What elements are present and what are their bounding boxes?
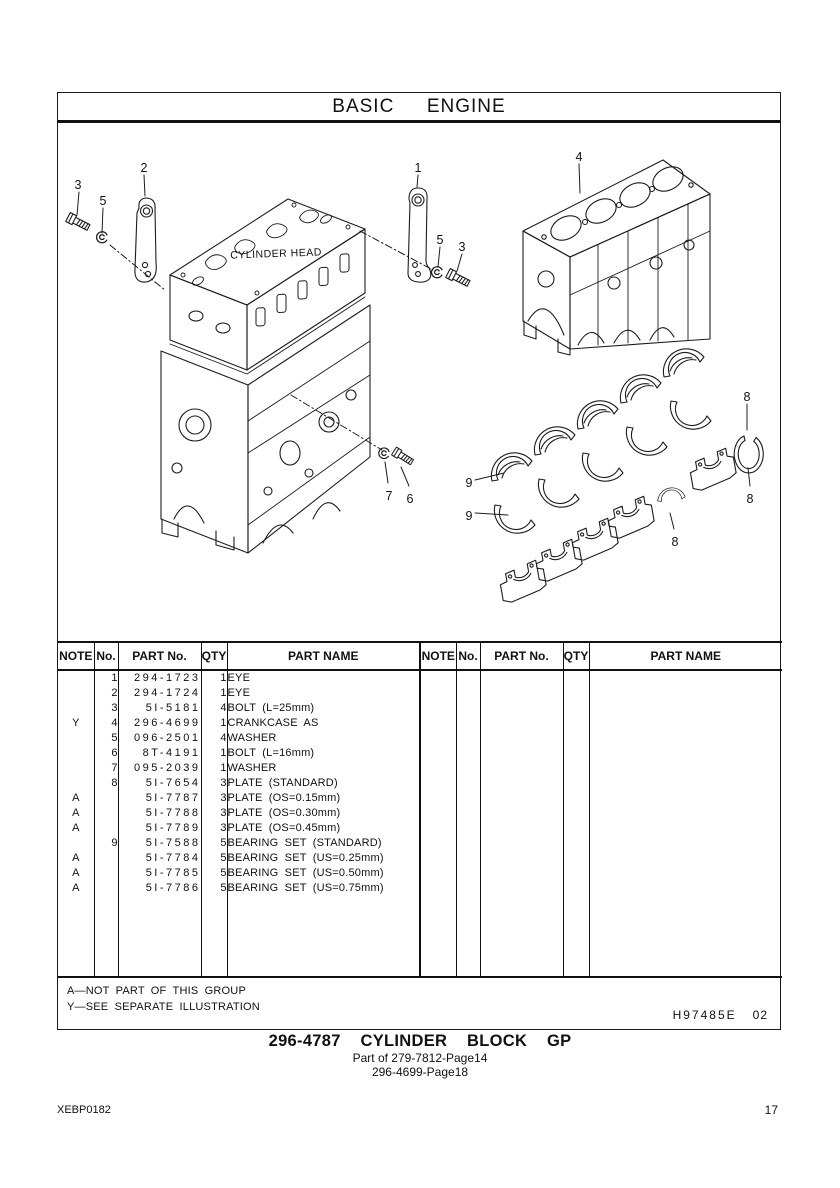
- cell-empty: [456, 746, 480, 761]
- cell-empty: [563, 716, 589, 731]
- lifting-eye-1: [408, 188, 431, 282]
- cell-part-no: 5I-7788: [118, 806, 201, 821]
- cell-empty: [480, 851, 563, 866]
- cell-empty: [563, 866, 589, 881]
- page-number: 17: [764, 1103, 778, 1117]
- cell-empty: [563, 806, 589, 821]
- cell-qty: 1: [201, 746, 227, 761]
- cell-empty: [420, 761, 456, 776]
- cell-empty: [420, 701, 456, 716]
- cell-no: [94, 851, 118, 866]
- cell-empty: [456, 881, 480, 896]
- cell-empty: [563, 791, 589, 806]
- cell-part-no: 8T-4191: [118, 746, 201, 761]
- cell-qty: 3: [201, 806, 227, 821]
- cell-empty: [456, 821, 480, 836]
- cell-note: A: [72, 882, 80, 894]
- cell-part-no: 296-4699: [118, 716, 201, 731]
- callout-8-right: 8: [746, 492, 754, 506]
- table-row: [58, 791, 782, 806]
- callout-2: 2: [140, 161, 148, 175]
- table-row: [58, 806, 782, 821]
- thrust-shell-8: [657, 484, 686, 508]
- col-header-note: NOTE: [420, 642, 456, 670]
- callout-9-bottom: 9: [465, 509, 473, 523]
- callout-8-mid: 8: [671, 535, 679, 549]
- cell-empty: [480, 791, 563, 806]
- table-row: [58, 776, 782, 791]
- cell-part-name: PLATE (STANDARD): [227, 776, 420, 791]
- cell-note: A: [72, 852, 80, 864]
- cell-part-name: PLATE (OS=0.15mm): [227, 791, 420, 806]
- col-header-part-no: PART No.: [480, 642, 563, 670]
- cell-empty: [420, 896, 456, 977]
- cell-empty: [420, 881, 456, 896]
- cell-empty: [420, 851, 456, 866]
- cell-empty: [118, 896, 201, 977]
- cell-empty: [480, 881, 563, 896]
- drawing-revision: 02: [752, 1008, 768, 1022]
- cylinder-block: [523, 160, 710, 355]
- cell-empty: [589, 716, 782, 731]
- cell-empty: [456, 851, 480, 866]
- table-row: [58, 836, 782, 851]
- assembly-axis-lines: [110, 231, 433, 450]
- table-row: [58, 761, 782, 776]
- cell-note: [58, 701, 94, 716]
- cell-part-name: BOLT (L=25mm): [227, 701, 420, 716]
- cell-qty: 5: [201, 881, 227, 896]
- col-header-part-name: PART NAME: [227, 642, 420, 670]
- cell-empty: [456, 836, 480, 851]
- col-header-part-no: PART No.: [118, 642, 201, 670]
- cell-part-name: CRANKCASE AS: [227, 716, 420, 731]
- content-frame: [57, 92, 781, 1030]
- cell-empty: [456, 791, 480, 806]
- cell-empty: [563, 761, 589, 776]
- cell-empty: [420, 686, 456, 701]
- drawing-ref-number: H97485E: [672, 1008, 737, 1022]
- cell-part-no: 5I-7654: [118, 776, 201, 791]
- cell-empty: [480, 836, 563, 851]
- page-title: BASIC ENGINE: [332, 95, 506, 117]
- cell-empty: [589, 866, 782, 881]
- thrust-cap: [687, 447, 738, 491]
- bolt-3-right: [446, 269, 471, 288]
- cell-qty: 3: [201, 821, 227, 836]
- table-header-row: [58, 642, 782, 670]
- cell-no: 1: [94, 670, 118, 686]
- cell-empty: [589, 731, 782, 746]
- cell-part-name: BEARING SET (US=0.50mm): [227, 866, 420, 881]
- callout-9-top: 9: [465, 476, 473, 490]
- cell-empty: [480, 776, 563, 791]
- col-header-qty: QTY: [563, 642, 589, 670]
- cell-empty: [563, 896, 589, 977]
- cell-empty: [563, 881, 589, 896]
- cell-empty: [456, 806, 480, 821]
- cell-empty: [456, 896, 480, 977]
- group-title: 296-4787 CYLINDER BLOCK GP: [268, 1032, 572, 1050]
- cell-empty: [480, 731, 563, 746]
- cell-empty: [201, 896, 227, 977]
- cell-empty: [589, 686, 782, 701]
- cell-qty: 1: [201, 686, 227, 701]
- cell-qty: 3: [201, 791, 227, 806]
- title-band: [58, 93, 780, 123]
- cell-part-no: 5I-7786: [118, 881, 201, 896]
- cell-empty: [480, 670, 563, 686]
- cell-part-no: 294-1724: [118, 686, 201, 701]
- cell-no: 3: [94, 701, 118, 716]
- cell-no: [94, 821, 118, 836]
- washer-5-right: [431, 266, 443, 279]
- cell-empty: [589, 776, 782, 791]
- cell-no: 6: [94, 746, 118, 761]
- bolt-3-left: [66, 213, 91, 232]
- cell-empty: [563, 731, 589, 746]
- cell-note: [58, 761, 94, 776]
- cell-empty: [456, 866, 480, 881]
- cell-empty: [456, 670, 480, 686]
- callout-1: 1: [414, 161, 422, 175]
- cell-part-name: BEARING SET (US=0.75mm): [227, 881, 420, 896]
- cell-empty: [456, 761, 480, 776]
- cell-empty: [589, 881, 782, 896]
- cell-note: A: [72, 867, 80, 879]
- cell-no: [94, 806, 118, 821]
- cylinder-head-label: CYLINDER HEAD: [230, 246, 323, 262]
- cell-empty: [589, 806, 782, 821]
- cell-no: [94, 791, 118, 806]
- cell-part-name: PLATE (OS=0.45mm): [227, 821, 420, 836]
- exploded-view-diagram: [58, 123, 780, 641]
- cell-qty: 5: [201, 851, 227, 866]
- cell-empty: [480, 806, 563, 821]
- cell-no: 9: [94, 836, 118, 851]
- cell-empty: [480, 761, 563, 776]
- cell-part-name: WASHER: [227, 731, 420, 746]
- col-header-no: No.: [94, 642, 118, 670]
- cell-empty: [420, 670, 456, 686]
- cell-empty: [480, 701, 563, 716]
- cell-part-name: BEARING SET (US=0.25mm): [227, 851, 420, 866]
- cell-empty: [563, 851, 589, 866]
- cell-part-no: 5I-5181: [118, 701, 201, 716]
- cell-part-name: BOLT (L=16mm): [227, 746, 420, 761]
- cell-no: [94, 866, 118, 881]
- col-header-no: No.: [456, 642, 480, 670]
- cell-empty: [563, 776, 589, 791]
- cell-empty: [420, 836, 456, 851]
- cell-note: A: [72, 807, 80, 819]
- table-filler-row: [58, 896, 782, 977]
- cell-qty: 4: [201, 701, 227, 716]
- cell-qty: 1: [201, 716, 227, 731]
- table-row: [58, 746, 782, 761]
- table-row: [58, 686, 782, 701]
- cell-note: [58, 746, 94, 761]
- footnote-a: A—NOT PART OF THIS GROUP: [67, 985, 246, 997]
- cell-empty: [420, 731, 456, 746]
- lifting-eye-2: [135, 198, 156, 282]
- callout-5-right: 5: [436, 233, 444, 247]
- group-ref-1: Part of 279-7812-Page14: [352, 1051, 488, 1065]
- cell-empty: [480, 821, 563, 836]
- callout-5-left: 5: [99, 194, 107, 208]
- cell-qty: 1: [201, 761, 227, 776]
- cell-empty: [456, 701, 480, 716]
- thrust-ring-8: [734, 436, 763, 473]
- cell-empty: [480, 746, 563, 761]
- callout-7: 7: [385, 489, 393, 503]
- drawing-reference: [673, 1008, 768, 1022]
- cell-note: A: [72, 792, 80, 804]
- group-title-block: [0, 1032, 840, 1079]
- cell-part-name: EYE: [227, 686, 420, 701]
- cell-part-no: 096-2501: [118, 731, 201, 746]
- cell-empty: [58, 896, 94, 977]
- cell-note: [58, 836, 94, 851]
- cell-empty: [589, 670, 782, 686]
- cell-qty: 3: [201, 776, 227, 791]
- cell-no: 5: [94, 731, 118, 746]
- cell-empty: [589, 836, 782, 851]
- cell-note: [58, 670, 94, 686]
- cell-qty: 4: [201, 731, 227, 746]
- cell-part-name: EYE: [227, 670, 420, 686]
- group-ref-2: 296-4699-Page18: [371, 1065, 469, 1079]
- cell-empty: [589, 851, 782, 866]
- cell-part-no: 294-1723: [118, 670, 201, 686]
- cell-empty: [480, 686, 563, 701]
- callout-3-left: 3: [74, 178, 82, 192]
- cell-note: A: [72, 822, 80, 834]
- cell-empty: [94, 896, 118, 977]
- cell-empty: [589, 761, 782, 776]
- cell-empty: [456, 716, 480, 731]
- cell-empty: [480, 716, 563, 731]
- cell-empty: [420, 716, 456, 731]
- bolt-6: [392, 447, 415, 466]
- cell-empty: [563, 821, 589, 836]
- cell-part-no: 5I-7785: [118, 866, 201, 881]
- cell-empty: [456, 686, 480, 701]
- col-header-part-name: PART NAME: [589, 642, 782, 670]
- cell-empty: [420, 746, 456, 761]
- cell-empty: [563, 686, 589, 701]
- bearing-shells: [491, 349, 711, 533]
- cell-empty: [420, 776, 456, 791]
- callout-leaders: [74, 164, 750, 529]
- cell-empty: [589, 791, 782, 806]
- table-row: [58, 851, 782, 866]
- table-row: [58, 866, 782, 881]
- table-row: [58, 821, 782, 836]
- footnote-y: Y—SEE SEPARATE ILLUSTRATION: [67, 1001, 260, 1013]
- cell-empty: [563, 670, 589, 686]
- cell-empty: [563, 746, 589, 761]
- document-code: XEBP0182: [57, 1104, 111, 1116]
- cell-empty: [456, 731, 480, 746]
- cell-empty: [420, 791, 456, 806]
- parts-table: [58, 641, 782, 978]
- cell-part-no: 5I-7789: [118, 821, 201, 836]
- cell-part-name: PLATE (OS=0.30mm): [227, 806, 420, 821]
- cell-empty: [420, 821, 456, 836]
- table-row: [58, 716, 782, 731]
- cell-part-no: 5I-7784: [118, 851, 201, 866]
- cell-empty: [589, 746, 782, 761]
- callout-4: 4: [575, 150, 583, 164]
- engine-diagram-svg: [58, 123, 780, 641]
- col-header-qty: QTY: [201, 642, 227, 670]
- cell-no: 2: [94, 686, 118, 701]
- cell-empty: [563, 701, 589, 716]
- cell-empty: [456, 776, 480, 791]
- cell-no: 4: [94, 716, 118, 731]
- cell-no: [94, 881, 118, 896]
- cell-empty: [420, 866, 456, 881]
- cell-note: [58, 686, 94, 701]
- cell-empty: [227, 896, 420, 977]
- cell-qty: 1: [201, 670, 227, 686]
- col-header-note: NOTE: [58, 642, 94, 670]
- cell-part-name: WASHER: [227, 761, 420, 776]
- cell-empty: [563, 836, 589, 851]
- cell-empty: [480, 896, 563, 977]
- cell-part-name: BEARING SET (STANDARD): [227, 836, 420, 851]
- cell-note: [58, 731, 94, 746]
- callout-3-right: 3: [458, 240, 466, 254]
- cell-no: 8: [94, 776, 118, 791]
- cell-empty: [589, 701, 782, 716]
- cell-empty: [589, 896, 782, 977]
- table-row: [58, 670, 782, 686]
- footnotes-area: [58, 978, 780, 1029]
- cell-note: [58, 776, 94, 791]
- callout-6: 6: [406, 492, 414, 506]
- cell-qty: 5: [201, 836, 227, 851]
- cell-part-no: 5I-7787: [118, 791, 201, 806]
- cell-part-no: 095-2039: [118, 761, 201, 776]
- cell-empty: [480, 866, 563, 881]
- callout-labels: [75, 150, 754, 549]
- cell-note: Y: [72, 717, 80, 729]
- table-row: [58, 731, 782, 746]
- cell-part-no: 5I-7588: [118, 836, 201, 851]
- table-row: [58, 881, 782, 896]
- cell-empty: [589, 821, 782, 836]
- callout-8-top: 8: [743, 390, 751, 404]
- cell-empty: [420, 806, 456, 821]
- table-row: [58, 701, 782, 716]
- cell-no: 7: [94, 761, 118, 776]
- cell-qty: 5: [201, 866, 227, 881]
